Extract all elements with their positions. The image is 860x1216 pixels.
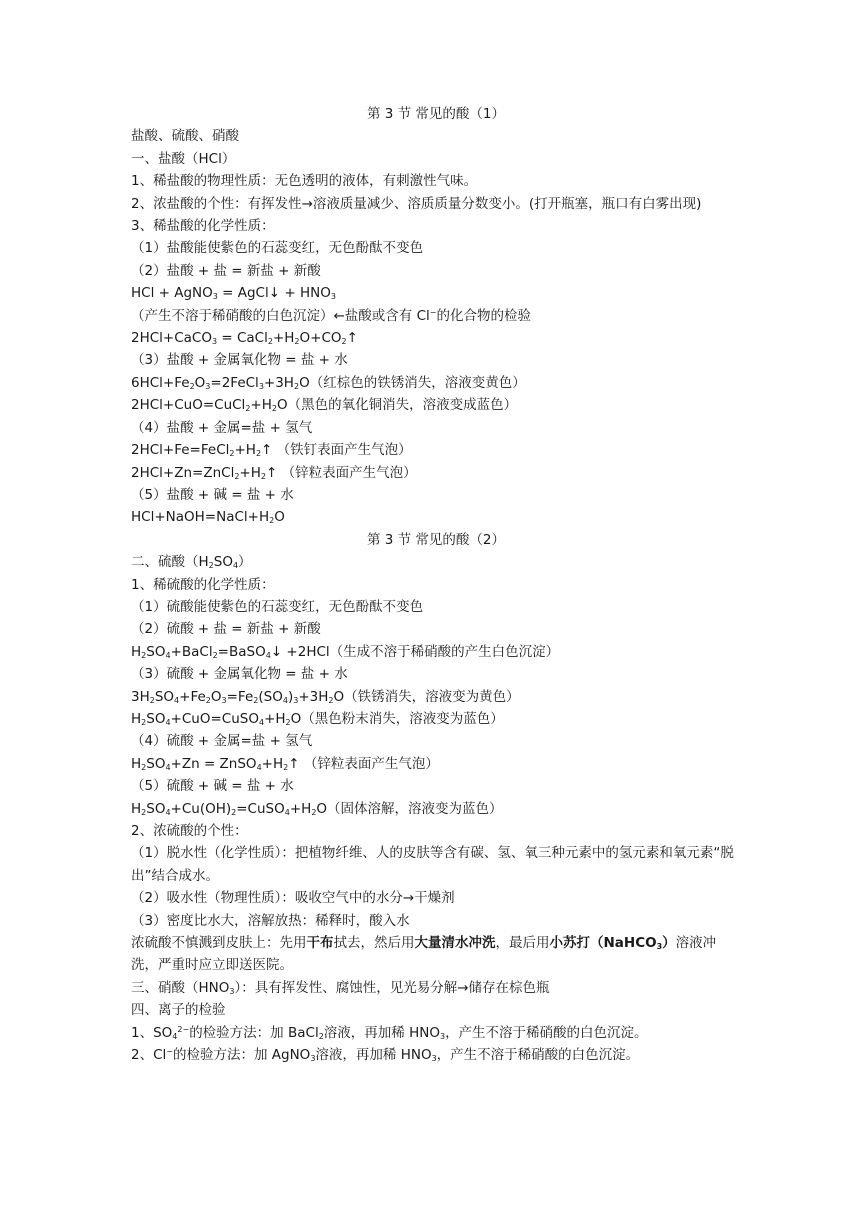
equation: $H_2SO_4+Cu(OH)_2=CuSO_4+H_2O$（固体溶解，溶液变为蓝色） — [131, 800, 503, 817]
paragraph: 1、稀盐酸的物理性质：无色透明的液体，有刺激性气味。 — [131, 173, 478, 190]
list-item: （1）硫酸能使紫色的石蕊变红，无色酚酞不变色 — [131, 598, 424, 615]
list-item: （3）密度比水大，溶解放热：稀释时，酸入水 — [131, 912, 410, 929]
section3-heading: 三、硝酸$(HNO_3)$：具有挥发性、腐蚀性，见光易分解→储存在棕色瓶 — [131, 979, 550, 996]
list-item: （2）吸水性（物理性质）：吸收空气中的水分→干燥剂 — [131, 890, 455, 907]
list-item: （3）硫酸 + 金属氧化物 = 盐 + 水 — [131, 666, 348, 683]
equation: $HCl+NaOH=NaCl+H_2O$ — [131, 509, 285, 526]
list-item: （5）硫酸 + 碱 = 盐 + 水 — [131, 778, 294, 795]
list-item: （2）硫酸 + 盐 = 新盐 + 新酸 — [131, 621, 321, 638]
equation: $H_2SO_4+CuO=CuSO_4+H_2O$（黑色粉末消失，溶液变为蓝色） — [131, 710, 504, 727]
list-item: （4）盐酸 + 金属=盐 + 氢气 — [131, 419, 313, 436]
paragraph: 3、稀盐酸的化学性质： — [131, 218, 275, 235]
list-item: （1）脱水性（化学性质）：把植物纤维、人的皮肤等含有碳、氢、氧三种元素中的氢元素和氧元素“脱出”结合成水。 — [131, 845, 734, 884]
list-item: （5）盐酸 + 碱 = 盐 + 水 — [131, 486, 294, 503]
equation: $2HCl+CuO=CuCl_2+H_2O$（黑色的氧化铜消失，溶液变成蓝色） — [131, 397, 518, 414]
warning-paragraph: 浓硫酸不慎溅到皮肤上：先用干布拭去，然后用大量清水冲洗，最后用小苏打（NaHCO$_3$）溶液冲洗，严重时应立即送医院。 — [131, 935, 717, 974]
list-item: 2、Cl−的检验方法：加 AgNO$_3$溶液，再加稀 $HNO_3$，产生不溶于稀硝酸的白色沉淀。 — [131, 1047, 640, 1064]
paragraph: 2、浓盐酸的个性：有挥发性→溶液质量减少、溶质质量分数变小。(打开瓶塞，瓶口有白雾出现) — [131, 195, 702, 212]
list-item: （4）硫酸 + 金属=盐 + 氢气 — [131, 733, 313, 750]
equation: $6HCl+Fe_2O_3=2FeCl_3+3H_2O$（红棕色的铁锈消失，溶液变黄色） — [131, 374, 526, 391]
equation: 2HCl+CaCO$_3$ = $CaCl_2+H_2O+CO_2↑$ — [131, 330, 358, 347]
equation: $H_2SO_4+BaCl_2=BaSO_4↓ +2HCl$（生成不溶于稀硝酸的产生白色沉淀） — [131, 643, 560, 660]
equation-note: （产生不溶于稀硝酸的白色沉淀）←盐酸或含有 Cl−的化合物的检验 — [131, 307, 531, 324]
section1-subtitle: 盐酸、硫酸、硝酸 — [131, 128, 239, 145]
equation: $2HCl+Fe=FeCl_2+H_2↑$ （铁钉表面产生气泡） — [131, 442, 412, 459]
equation: $H_2SO_4+Zn$ = $ZnSO_4+H_2↑$ （锌粒表面产生气泡） — [131, 755, 439, 772]
document-page — [131, 103, 741, 1066]
list-item: （3）盐酸 + 金属氧化物 = 盐 + 水 — [131, 352, 348, 369]
equation: $2HCl+Zn=ZnCl_2+H_2↑$ （锌粒表面产生气泡） — [131, 464, 417, 481]
section2-title: 第 3 节 常见的酸（2） — [366, 531, 506, 548]
section2-heading: 二、硫酸$(H_2SO_4)$ — [131, 554, 252, 571]
equation: HCl + AgNO$_3$ = AgCl↓ + $HNO_3$ — [131, 285, 336, 302]
list-item: （2）盐酸 + 盐 = 新盐 + 新酸 — [131, 262, 321, 279]
section1-heading: 一、盐酸（HCl） — [131, 150, 236, 167]
list-item: （1）盐酸能使紫色的石蕊变红，无色酚酞不变色 — [131, 240, 424, 257]
section4-heading: 四、离子的检验 — [131, 1002, 226, 1019]
section1-title: 第 3 节 常见的酸（1） — [366, 106, 506, 122]
equation: $3H_2SO_4+Fe_2O_3=Fe_2(SO_4)_3+3H_2O$（铁锈消失，溶液变为黄色） — [131, 688, 520, 705]
paragraph: 2、浓硫酸的个性： — [131, 823, 248, 839]
paragraph: 1、稀硫酸的化学性质： — [131, 576, 275, 593]
list-item: 1、$SO_4^{2-}$的检验方法：加 BaCl$_2$溶液，再加稀 $HNO_3$，产生不溶于稀硝酸的白色沉淀。 — [131, 1024, 648, 1041]
